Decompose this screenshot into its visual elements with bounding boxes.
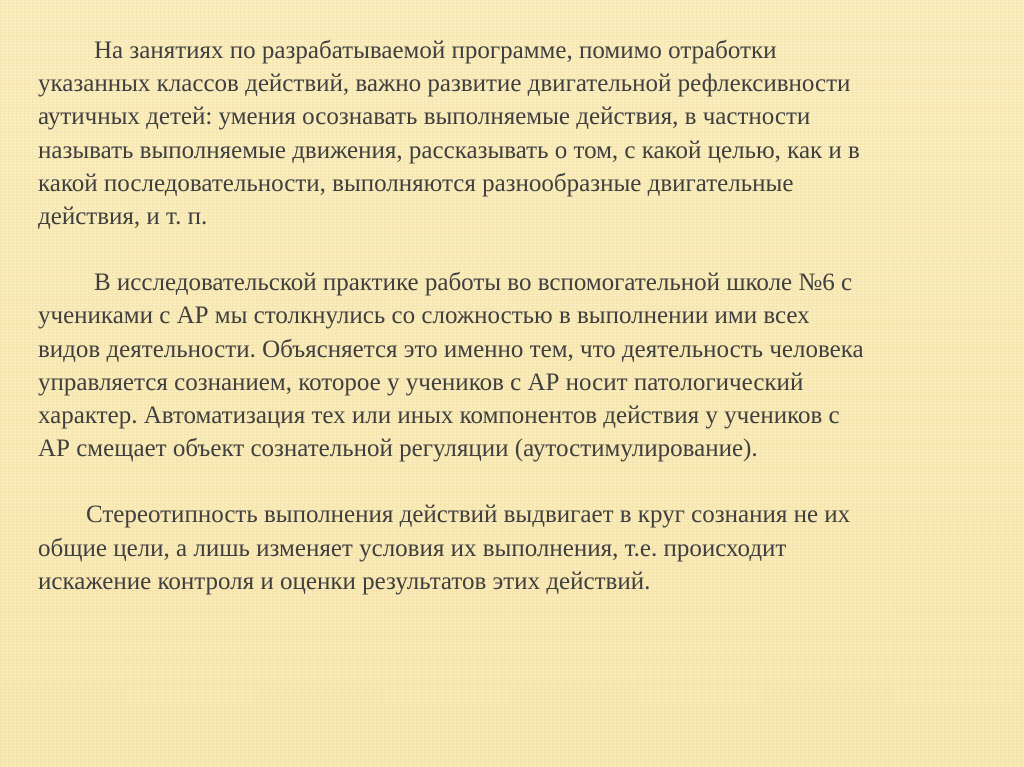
paragraph-research-practice: В исследовательской практике работы во вспомогательной школе №6 с учениками с АР мы столкнулись со сложностью в выполнении ими всех видов деятельности. Объясняется это именно тем, что деятельность человека управляется сознанием, которое у учеников с АР носит патологический характер. Автоматизация тех или иных компонентов действия у учеников с АР смещает объект сознательной регуляции (аутостимулирование). [38, 269, 864, 463]
paragraph-motor-reflexivity: На занятиях по разрабатываемой программе, помимо отработки указанных классов действий, важно развитие двигательной рефлексивности аутичных детей: умения осознавать выполняемые действия, в частности называть выполняемые движения, рассказывать о том, с какой целью, как и в какой последовательности, выполняются разнообразные двигательные действия, и т. п. [38, 37, 860, 231]
paragraph-spacer [38, 465, 988, 498]
paragraph-stereotypy: Стереотипность выполнения действий выдвигает в круг сознания не их общие цели, а лишь изменяет условия их выполнения, т.е. происходит искажение контроля и оценки результатов этих действий. [38, 501, 851, 595]
slide-text-body [38, 34, 988, 598]
paragraph-spacer [38, 233, 988, 266]
